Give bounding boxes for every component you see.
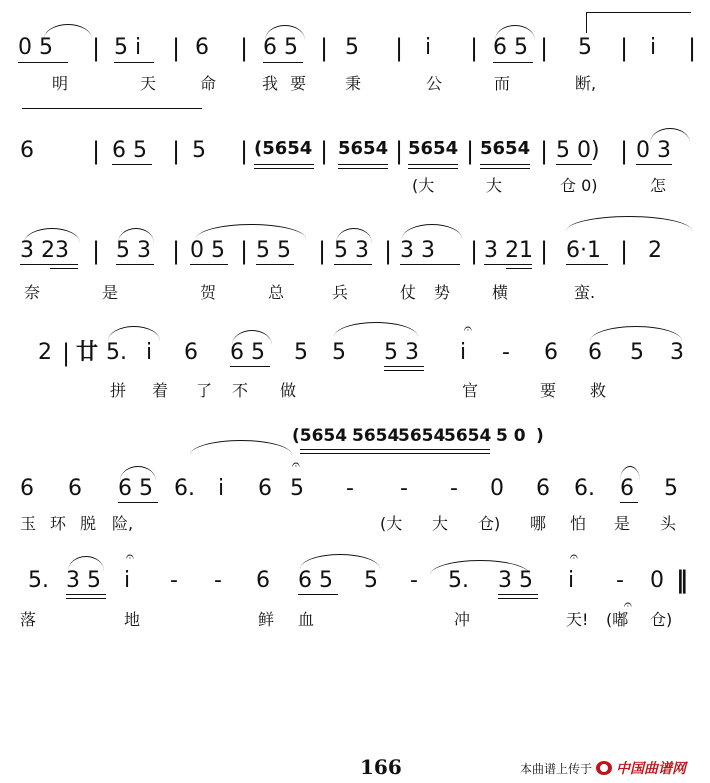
note: 6. [574, 476, 595, 501]
lyric: 仓 0) [560, 176, 598, 195]
lyric: 总 [268, 283, 285, 302]
underline [190, 264, 228, 265]
barline: | [620, 137, 629, 165]
slur [495, 25, 535, 40]
slur [108, 326, 160, 341]
lyric: 脱 [80, 514, 97, 533]
underline [112, 164, 152, 165]
lyric: 了 [196, 381, 213, 400]
note: 5. [106, 340, 127, 365]
note: 6 [620, 476, 634, 501]
note: 5 [290, 476, 304, 501]
barline: | [320, 137, 329, 165]
slur [590, 326, 682, 341]
barline: | [466, 137, 475, 165]
note: 6 [258, 476, 272, 501]
watermark [520, 758, 686, 778]
note: 3 21 [484, 238, 533, 263]
note: 3 [670, 340, 684, 365]
note: 6 5 [263, 35, 298, 60]
fermata-mark: 𝄐 [464, 321, 472, 337]
barline: | [240, 137, 249, 165]
lyric: 天! [566, 610, 589, 629]
barline: | [540, 237, 549, 265]
underline [620, 502, 638, 503]
barline: | [540, 34, 549, 62]
slur [118, 228, 154, 243]
note: 0 3 [636, 138, 671, 163]
barline: | [688, 34, 697, 62]
lyric: (嘟 [606, 610, 629, 629]
barline: | [172, 137, 181, 165]
lyric: 哪 [530, 514, 547, 533]
lyric: 怎 [650, 176, 667, 195]
note: 5 3 [384, 340, 419, 365]
barline: | [240, 237, 249, 265]
underline [338, 164, 388, 165]
note: - [450, 476, 458, 501]
note: 5 3 [116, 238, 151, 263]
note: 6 [195, 35, 209, 60]
note: (5654 [254, 138, 313, 159]
note: - [502, 340, 510, 365]
slur [68, 556, 104, 571]
slur [232, 330, 272, 345]
note: 5 5 [256, 238, 291, 263]
underline [254, 168, 314, 169]
lyric: 不 [232, 381, 249, 400]
underline [116, 264, 154, 265]
final-barline: ‖ [676, 566, 688, 594]
note: 5 0) [556, 138, 600, 163]
underline [493, 62, 533, 63]
lyric: 要 [290, 74, 307, 93]
lyric: 血 [298, 610, 315, 629]
note: i [124, 568, 131, 593]
barline: | [172, 237, 181, 265]
note: 6·1 [566, 238, 601, 263]
note: 2 [648, 238, 662, 263]
lyric: 鲜 [258, 610, 275, 629]
barline: | [620, 237, 629, 265]
slur [402, 224, 462, 239]
underline [254, 164, 314, 165]
barline: | [320, 34, 329, 62]
slur [566, 216, 692, 231]
underline [18, 62, 68, 63]
underline [400, 264, 460, 265]
barline: | [470, 237, 479, 265]
slur [336, 228, 372, 243]
lyric: 横 [492, 283, 509, 302]
slur [300, 554, 380, 569]
note: 5 [364, 568, 378, 593]
barline: | [395, 34, 404, 62]
lyric: 我 [262, 74, 279, 93]
lyric: 做 [280, 381, 297, 400]
lyric: 断, [575, 74, 597, 93]
barline: | [92, 137, 101, 165]
underline [338, 168, 388, 169]
watermark-prefix: 本曲谱上传于 [520, 761, 593, 776]
interlude-note: (5654 [292, 426, 348, 446]
lyric: 兵 [332, 283, 349, 302]
slur [334, 322, 418, 337]
fermata-mark: 𝄐 [624, 597, 632, 613]
barline: | [540, 137, 549, 165]
note: 廿 [76, 340, 99, 365]
underline [384, 366, 424, 367]
note: 5 [332, 340, 346, 365]
lyric: 要 [540, 381, 557, 400]
note: i [146, 340, 153, 365]
volta-bracket [586, 12, 691, 33]
interlude-note: 5654 [398, 426, 446, 446]
lyric: 大 [432, 514, 449, 533]
slur [120, 466, 156, 481]
lyric: 落 [20, 610, 37, 629]
slur [620, 466, 640, 481]
note: 5 [578, 35, 592, 60]
slur [24, 228, 80, 243]
note: i [460, 340, 467, 365]
note: 5654 [338, 138, 389, 159]
note: i [425, 35, 432, 60]
note: 6 [20, 138, 34, 163]
underline [480, 164, 530, 165]
note: 6 [68, 476, 82, 501]
barline: | [620, 34, 629, 62]
barline: | [318, 237, 327, 265]
note: 5654 [408, 138, 459, 159]
interlude-note: 5 0 [496, 426, 526, 446]
underline [384, 370, 424, 371]
note: 6 [256, 568, 270, 593]
lyric: 秉 [345, 74, 362, 93]
note: i [568, 568, 575, 593]
slur [650, 128, 690, 143]
underline [484, 264, 532, 265]
underline [300, 449, 490, 450]
note: 6 5 [298, 568, 333, 593]
watermark-site: 中国曲谱网 [616, 761, 687, 777]
lyric: 险, [112, 514, 134, 533]
lyric: 明 [52, 74, 69, 93]
fermata-mark: 𝄐 [126, 549, 134, 565]
barline: | [395, 137, 404, 165]
slur [190, 440, 292, 455]
note: 0 [650, 568, 664, 593]
lyric: 玉 [20, 514, 37, 533]
note: 6 [544, 340, 558, 365]
note: 5654 [480, 138, 531, 159]
lyric: 地 [124, 610, 141, 629]
barline: | [172, 34, 181, 62]
underline [334, 264, 372, 265]
lyric: 冲 [454, 610, 471, 629]
note: - [346, 476, 354, 501]
underline [298, 594, 338, 595]
barline: | [92, 237, 101, 265]
underline [480, 168, 530, 169]
barline: | [92, 34, 101, 62]
note: 0 5 [18, 35, 53, 60]
barline: | [384, 237, 393, 265]
note: - [170, 568, 178, 593]
barline: | [470, 34, 479, 62]
lyric: 环 [50, 514, 67, 533]
underline [636, 164, 672, 165]
underline [230, 366, 270, 367]
underline [20, 264, 78, 265]
lyric: 仓) [478, 514, 501, 533]
lyric: 拼 [110, 381, 127, 400]
note: 6 5 [118, 476, 153, 501]
note: 3 23 [20, 238, 69, 263]
note: 6. [174, 476, 195, 501]
note: 6 [20, 476, 34, 501]
slur [430, 560, 530, 575]
note: 3 3 [400, 238, 435, 263]
fermata-mark: 𝄐 [292, 457, 300, 473]
note: 5 [664, 476, 678, 501]
note: i [218, 476, 225, 501]
underline [300, 453, 490, 454]
note: i [650, 35, 657, 60]
lyric: 是 [614, 514, 631, 533]
note: 5 [630, 340, 644, 365]
note: 6 [588, 340, 602, 365]
note: 5 [345, 35, 359, 60]
interlude-note: 5654 [352, 426, 400, 446]
lyric: 仗 [400, 283, 417, 302]
barline: | [62, 339, 71, 367]
note: - [214, 568, 222, 593]
note: 0 [490, 476, 504, 501]
lyric: 奈 [24, 283, 41, 302]
slur [196, 224, 306, 239]
underline [408, 168, 458, 169]
note: - [410, 568, 418, 593]
note: 5. [28, 568, 49, 593]
interlude-note: ) [536, 426, 544, 446]
lyric: 而 [494, 74, 511, 93]
lyric: 是 [102, 283, 119, 302]
fermata-mark: 𝄐 [570, 549, 578, 565]
underline [498, 598, 538, 599]
underline [118, 502, 158, 503]
slur [44, 24, 92, 39]
note: - [616, 568, 624, 593]
underline [263, 62, 303, 63]
underline [506, 268, 532, 269]
underline [66, 594, 106, 595]
lyric: 贺 [200, 283, 217, 302]
note: 6 [184, 340, 198, 365]
lyric: 怕 [570, 514, 587, 533]
note: 6 [536, 476, 550, 501]
underline [114, 62, 154, 63]
lyric: 着 [152, 381, 169, 400]
note: 6 5 [112, 138, 147, 163]
lyric: 命 [200, 74, 217, 93]
lyric: 势 [434, 283, 451, 302]
volta-bracket [22, 108, 202, 129]
note: 3 5 [498, 568, 533, 593]
underline [256, 264, 294, 265]
lyric: 天 [140, 74, 157, 93]
note: 0 5 [190, 238, 225, 263]
underline [66, 598, 106, 599]
site-logo-icon [596, 761, 612, 775]
slur [265, 25, 305, 40]
note: 6 5 [493, 35, 528, 60]
lyric: 公 [426, 74, 443, 93]
underline [556, 164, 592, 165]
note: 5 [192, 138, 206, 163]
lyric: (大 [380, 514, 403, 533]
note: 5 [294, 340, 308, 365]
page-number: 166 [360, 755, 402, 779]
underline [408, 164, 458, 165]
note: - [400, 476, 408, 501]
lyric: 救 [590, 381, 607, 400]
underline [50, 268, 78, 269]
note: 5 3 [334, 238, 369, 263]
barline: | [240, 34, 249, 62]
note: 2 [38, 340, 52, 365]
lyric: 大 [486, 176, 503, 195]
lyric: 官 [462, 381, 479, 400]
note: 5. [448, 568, 469, 593]
lyric: 头 [660, 514, 677, 533]
lyric: 仓) [650, 610, 673, 629]
lyric: (大 [412, 176, 435, 195]
note: 6 5 [230, 340, 265, 365]
interlude-note: 5654 [444, 426, 492, 446]
note: 3 5 [66, 568, 101, 593]
underline [566, 264, 608, 265]
lyric: 蛮. [574, 283, 596, 302]
underline [498, 594, 538, 595]
note: 5 i [114, 35, 142, 60]
